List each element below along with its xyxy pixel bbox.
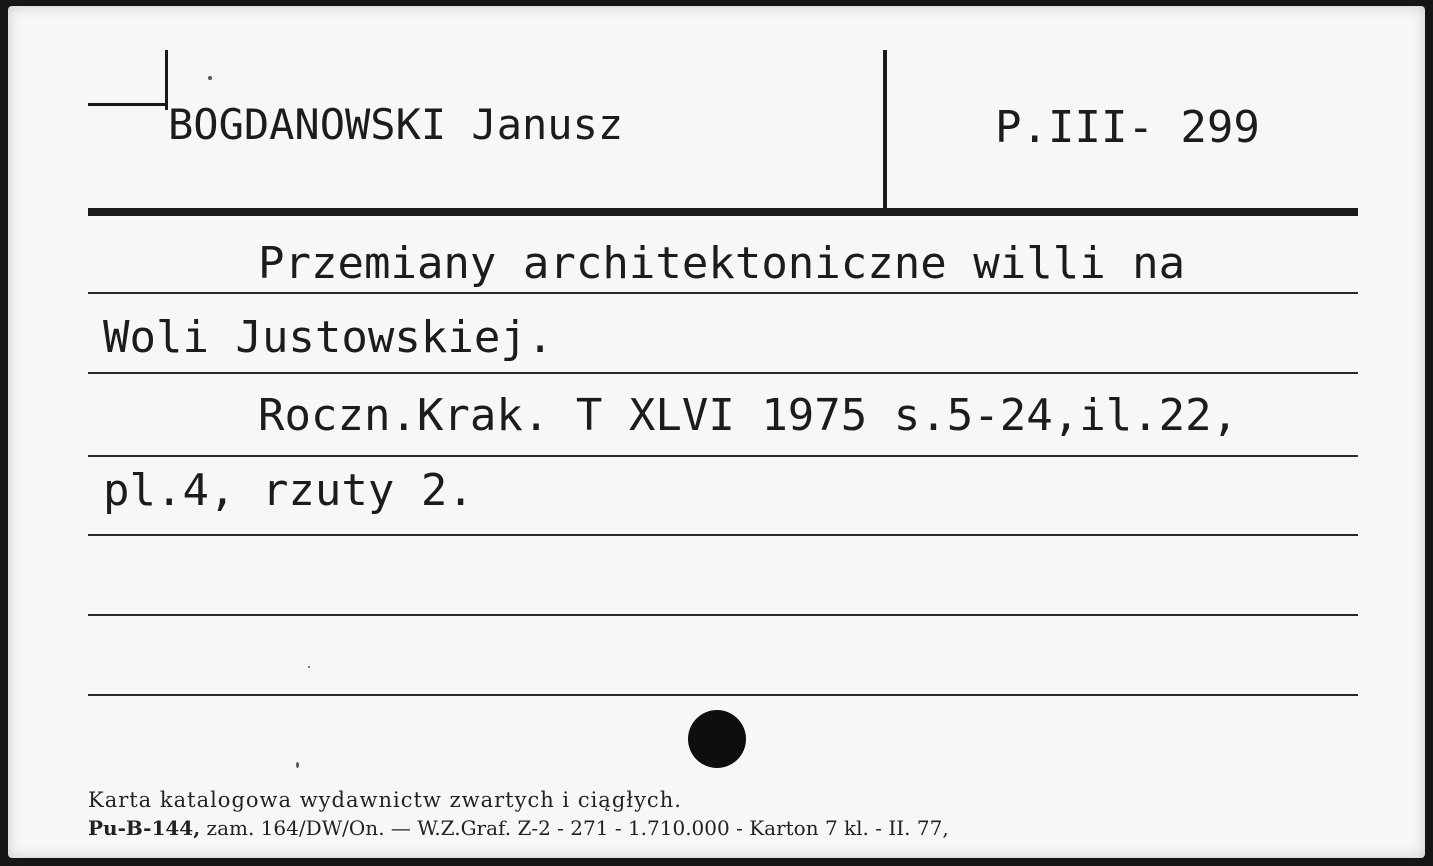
entry-line-1: Przemiany architektoniczne willi na: [258, 238, 1186, 289]
dust-speck: [208, 76, 212, 80]
entry-line-2: Woli Justowskiej.: [103, 312, 554, 363]
author-name: BOGDANOWSKI Janusz: [168, 100, 624, 149]
punch-hole: [688, 710, 746, 768]
ruled-line: [88, 534, 1358, 536]
call-number: P.III- 299: [995, 102, 1260, 153]
ruled-line: [88, 372, 1358, 374]
catalog-card: [8, 6, 1425, 858]
entry-line-3: Roczn.Krak. T XLVI 1975 s.5-24,il.22,: [258, 390, 1239, 441]
ruled-line: [88, 455, 1358, 457]
ruled-line: [88, 614, 1358, 616]
footer-print-info: [88, 816, 949, 840]
entry-line-4: pl.4, rzuty 2.: [103, 465, 474, 516]
header-divider: [883, 50, 887, 210]
header-rule: [88, 208, 1358, 216]
ruled-line: [88, 292, 1358, 294]
corner-tick-horizontal: [88, 103, 168, 106]
footer-caption: Karta katalogowa wydawnictw zwartych i ciągłych.: [88, 788, 682, 812]
dust-speck: [296, 762, 299, 768]
ruled-line: [88, 694, 1358, 696]
dust-speck: [308, 666, 310, 668]
footer-form-code: Pu-B-144,: [88, 816, 201, 840]
footer-print-details: zam. 164/DW/On. — W.Z.Graf. Z-2 - 271 - 1.710.000 - Karton 7 kl. - II. 77,: [200, 816, 949, 840]
